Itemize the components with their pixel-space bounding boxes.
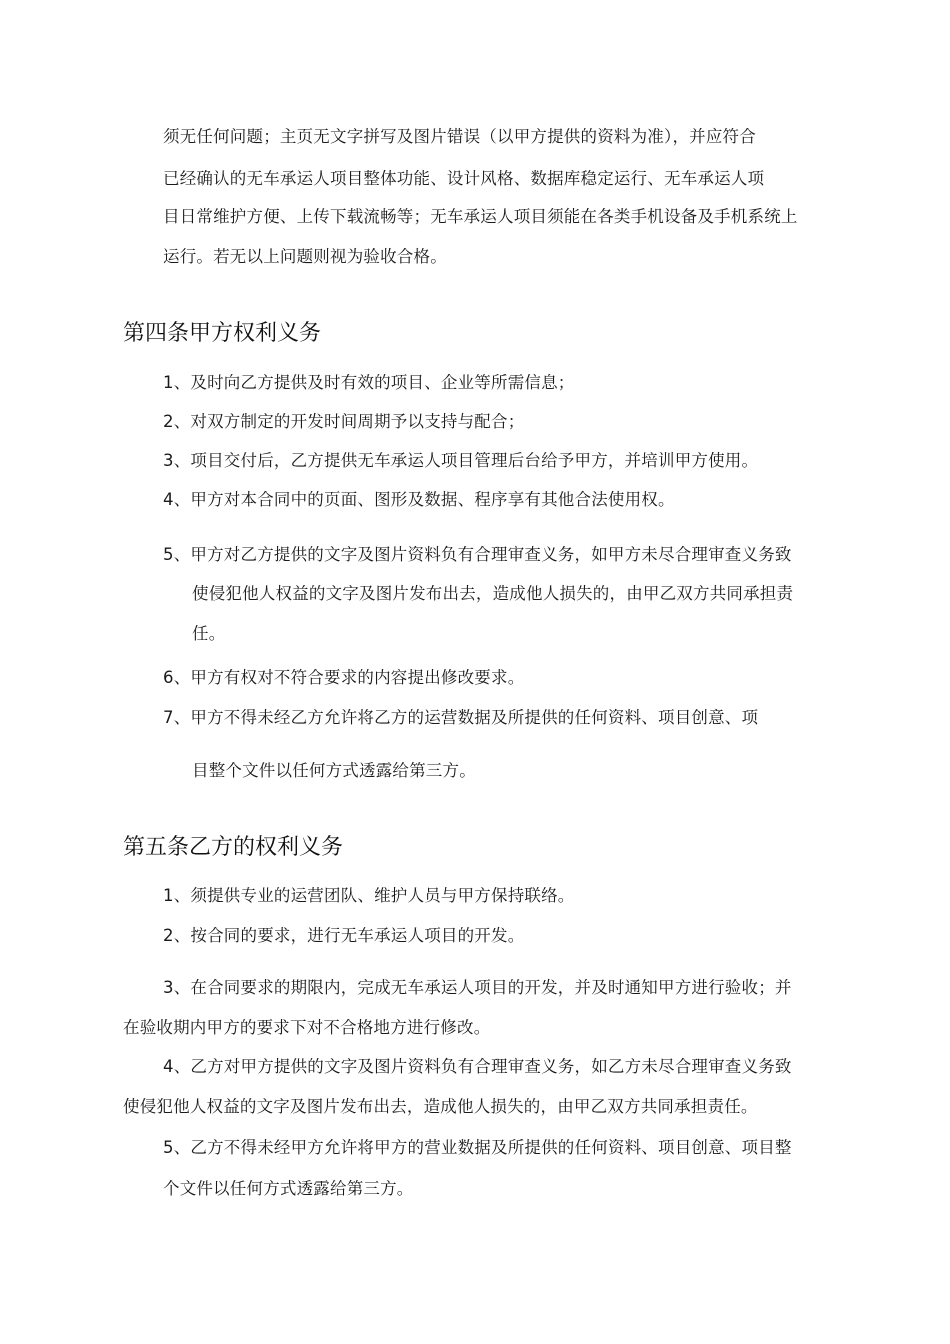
- section-4-item-7-line-2: 目整个文件以任何方式透露给第三方。: [192, 761, 476, 780]
- section-5-item-4-line-1: 4、乙方对甲方提供的文字及图片资料负有合理审查义务，如乙方未尽合理审查义务致: [163, 1057, 792, 1076]
- section-5-item-5-line-1: 5、乙方不得未经甲方允许将甲方的营业数据及所提供的任何资料、项目创意、项目整: [163, 1138, 792, 1157]
- section-5-item-4-line-2: 使侵犯他人权益的文字及图片发布出去，造成他人损失的，由甲乙双方共同承担责任。: [123, 1097, 758, 1116]
- section-4-item-5-line-2: 使侵犯他人权益的文字及图片发布出去，造成他人损失的，由甲乙双方共同承担责: [192, 584, 794, 603]
- section-4-item-2: 2、对双方制定的开发时间周期予以支持与配合；: [163, 412, 525, 431]
- intro-line-1: 须无任何问题；主页无文字拼写及图片错误（以甲方提供的资料为准），并应符合: [163, 127, 756, 146]
- section-5-item-3-line-2: 在验收期内甲方的要求下对不合格地方进行修改。: [123, 1018, 491, 1037]
- section-4-item-4: 4、甲方对本合同中的页面、图形及数据、程序享有其他合法使用权。: [163, 490, 675, 509]
- section-4-item-5-line-3: 任。: [192, 624, 226, 643]
- intro-line-3: 目日常维护方便、上传下载流畅等；无车承运人项目须能在各类手机设备及手机系统上: [163, 207, 798, 226]
- section-4-item-6: 6、甲方有权对不符合要求的内容提出修改要求。: [163, 668, 525, 687]
- intro-line-2: 已经确认的无车承运人项目整体功能、设计风格、数据库稳定运行、无车承运人项: [163, 169, 765, 188]
- intro-line-4: 运行。若无以上问题则视为验收合格。: [163, 247, 447, 266]
- section-5-item-3-line-1: 3、在合同要求的期限内，完成无车承运人项目的开发，并及时通知甲方进行验收；并: [163, 978, 792, 997]
- section-4-item-3: 3、项目交付后，乙方提供无车承运人项目管理后台给予甲方，并培训甲方使用。: [163, 451, 759, 470]
- section-5-item-2: 2、按合同的要求，进行无车承运人项目的开发。: [163, 926, 525, 945]
- section-4-title: 第四条甲方权利义务: [123, 321, 322, 346]
- section-5-item-5-line-2: 个文件以任何方式透露给第三方。: [163, 1179, 414, 1198]
- section-5-title: 第五条乙方的权利义务: [123, 835, 344, 860]
- section-4-item-1: 1、及时向乙方提供及时有效的项目、企业等所需信息；: [163, 373, 575, 392]
- section-4-item-7-line-1: 7、甲方不得未经乙方允许将乙方的运营数据及所提供的任何资料、项目创意、项: [163, 708, 759, 727]
- section-5-item-1: 1、须提供专业的运营团队、维护人员与甲方保持联络。: [163, 886, 575, 905]
- section-4-item-5-line-1: 5、甲方对乙方提供的文字及图片资料负有合理审查义务，如甲方未尽合理审查义务致: [163, 545, 792, 564]
